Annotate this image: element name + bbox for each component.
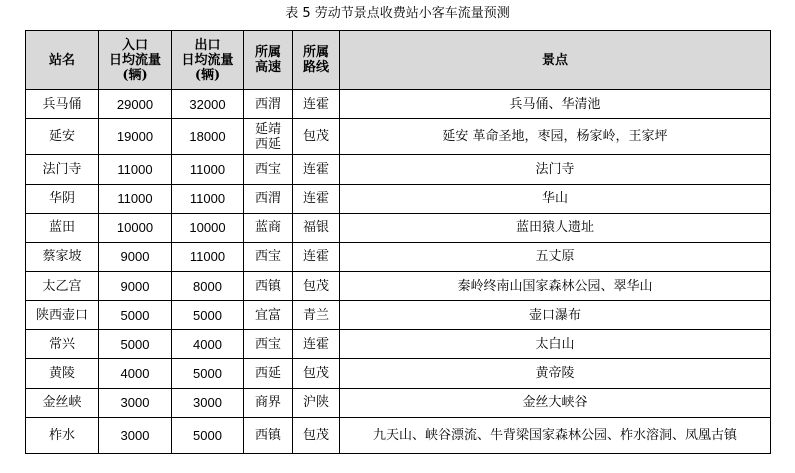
- table-row: [26, 213, 771, 242]
- cell-route: 包茂: [293, 271, 340, 300]
- header-spots: 景点: [340, 31, 771, 90]
- table-caption: 表 5 劳动节景点收费站小客车流量预测: [285, 6, 510, 21]
- cell-highway: 西镇: [244, 271, 293, 300]
- table-row: [26, 119, 771, 155]
- cell-highway: 西宝: [244, 155, 293, 184]
- cell-exit: 11000: [172, 184, 244, 213]
- table-row: [26, 242, 771, 271]
- cell-spots: 延安 革命圣地，枣园，杨家岭，王家坪: [340, 119, 771, 155]
- table-row: [26, 417, 771, 453]
- cell-exit: 11000: [172, 242, 244, 271]
- cell-spots: 九天山、峡谷漂流、牛背梁国家森林公园、柞水溶洞、凤凰古镇: [340, 417, 771, 453]
- cell-route: 连霍: [293, 155, 340, 184]
- cell-spots: 法门寺: [340, 155, 771, 184]
- header-entry-flow: 入口 日均流量 (辆): [99, 31, 172, 90]
- cell-entry: 5000: [99, 301, 172, 330]
- cell-exit: 4000: [172, 330, 244, 359]
- cell-station: 常兴: [26, 330, 99, 359]
- table-row: [26, 301, 771, 330]
- cell-entry: 3000: [99, 417, 172, 453]
- cell-highway: 宜富: [244, 301, 293, 330]
- cell-spots: 黄帝陵: [340, 359, 771, 388]
- cell-station: 柞水: [26, 417, 99, 453]
- cell-highway: 西镇: [244, 417, 293, 453]
- cell-station: 蔡家坡: [26, 242, 99, 271]
- cell-exit: 8000: [172, 271, 244, 300]
- cell-highway: 西宝: [244, 242, 293, 271]
- cell-route: 包茂: [293, 359, 340, 388]
- cell-route: 包茂: [293, 417, 340, 453]
- cell-route: 包茂: [293, 119, 340, 155]
- cell-highway: 西宝: [244, 330, 293, 359]
- header-row: [26, 31, 771, 90]
- cell-entry: 29000: [99, 90, 172, 119]
- header-exit-flow: 出口 日均流量 (辆): [172, 31, 244, 90]
- header-station: 站名: [26, 31, 99, 90]
- cell-spots: 兵马俑、华清池: [340, 90, 771, 119]
- cell-entry: 5000: [99, 330, 172, 359]
- cell-station: 黄陵: [26, 359, 99, 388]
- cell-exit: 11000: [172, 155, 244, 184]
- cell-exit: 3000: [172, 388, 244, 417]
- cell-entry: 19000: [99, 119, 172, 155]
- cell-entry: 9000: [99, 271, 172, 300]
- cell-exit: 10000: [172, 213, 244, 242]
- cell-station: 太乙宫: [26, 271, 99, 300]
- cell-highway: 西渭: [244, 90, 293, 119]
- cell-highway: 商界: [244, 388, 293, 417]
- table-row: [26, 184, 771, 213]
- table-row: [26, 388, 771, 417]
- cell-spots: 金丝大峡谷: [340, 388, 771, 417]
- cell-spots: 华山: [340, 184, 771, 213]
- cell-exit: 5000: [172, 417, 244, 453]
- cell-entry: 3000: [99, 388, 172, 417]
- table-row: [26, 359, 771, 388]
- cell-route: 连霍: [293, 330, 340, 359]
- cell-highway: 延靖 西延: [244, 119, 293, 155]
- cell-route: 连霍: [293, 242, 340, 271]
- cell-station: 华阴: [26, 184, 99, 213]
- cell-route: 福银: [293, 213, 340, 242]
- cell-exit: 5000: [172, 301, 244, 330]
- cell-station: 金丝峡: [26, 388, 99, 417]
- cell-entry: 10000: [99, 213, 172, 242]
- cell-route: 连霍: [293, 90, 340, 119]
- header-highway: 所属 高速: [244, 31, 293, 90]
- cell-spots: 蓝田猿人遗址: [340, 213, 771, 242]
- cell-highway: 西延: [244, 359, 293, 388]
- cell-highway: 西渭: [244, 184, 293, 213]
- cell-station: 兵马俑: [26, 90, 99, 119]
- table-row: [26, 90, 771, 119]
- cell-entry: 11000: [99, 155, 172, 184]
- cell-exit: 5000: [172, 359, 244, 388]
- cell-spots: 太白山: [340, 330, 771, 359]
- cell-spots: 壶口瀑布: [340, 301, 771, 330]
- cell-station: 陕西壶口: [26, 301, 99, 330]
- cell-entry: 4000: [99, 359, 172, 388]
- cell-route: 沪陕: [293, 388, 340, 417]
- cell-exit: 32000: [172, 90, 244, 119]
- cell-spots: 秦岭终南山国家森林公园、翠华山: [340, 271, 771, 300]
- cell-station: 延安: [26, 119, 99, 155]
- header-route: 所属 路线: [293, 31, 340, 90]
- cell-exit: 18000: [172, 119, 244, 155]
- cell-entry: 9000: [99, 242, 172, 271]
- cell-route: 青兰: [293, 301, 340, 330]
- cell-station: 法门寺: [26, 155, 99, 184]
- table-row: [26, 271, 771, 300]
- toll-station-traffic-table: [25, 30, 771, 454]
- cell-highway: 蓝商: [244, 213, 293, 242]
- cell-entry: 11000: [99, 184, 172, 213]
- cell-spots: 五丈原: [340, 242, 771, 271]
- cell-station: 蓝田: [26, 213, 99, 242]
- cell-route: 连霍: [293, 184, 340, 213]
- table-row: [26, 330, 771, 359]
- table-row: [26, 155, 771, 184]
